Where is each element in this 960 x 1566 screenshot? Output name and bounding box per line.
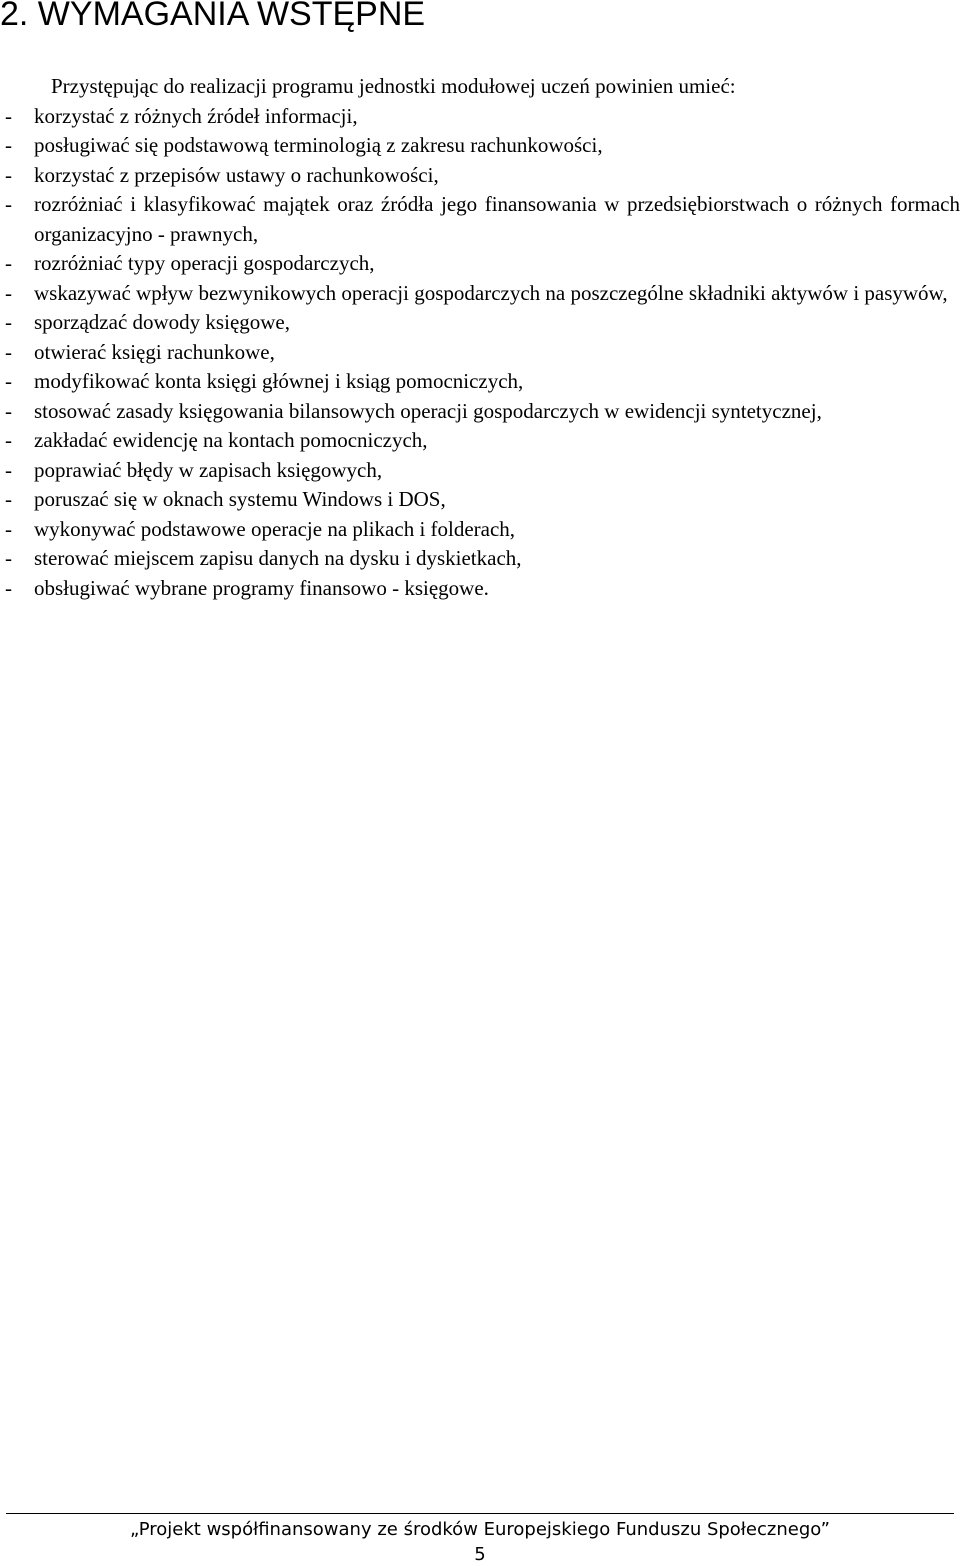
bullet-dash: - — [5, 310, 12, 334]
bullet-dash: - — [5, 103, 12, 128]
requirement-item — [0, 515, 960, 545]
requirement-text: korzystać z różnych źródeł informacji, — [34, 103, 358, 128]
bullet-dash: - — [5, 369, 12, 393]
requirement-item — [0, 456, 960, 486]
requirement-item — [0, 338, 960, 368]
bullet-dash: - — [5, 162, 12, 187]
section-content — [0, 72, 960, 603]
requirement-item — [0, 190, 960, 249]
requirement-text: rozróżniać i klasyfikować majątek oraz źródła jego finansowania w przedsiębiorstwach o różnych formach organizacyjno - prawnych, — [34, 192, 960, 246]
requirement-item — [0, 279, 960, 309]
bullet-dash: - — [5, 280, 12, 305]
bullet-dash: - — [5, 192, 12, 216]
requirement-text: modyfikować konta księgi głównej i ksiąg pomocniczych, — [34, 369, 524, 393]
requirement-text: otwierać księgi rachunkowe, — [34, 339, 275, 364]
requirement-item — [0, 367, 960, 397]
requirement-text: wykonywać podstawowe operacje na plikach i folderach, — [34, 516, 516, 541]
bullet-dash: - — [5, 516, 12, 541]
requirement-text: wskazywać wpływ bezwynikowych operacji gospodarczych na poszczególne składniki aktywów i pasywów, — [34, 280, 948, 305]
requirement-item — [0, 249, 960, 279]
requirements-list — [0, 102, 960, 604]
requirement-item — [0, 131, 960, 161]
requirement-item — [0, 426, 960, 456]
requirement-item — [0, 485, 960, 515]
footer-divider — [6, 1513, 954, 1514]
page-number: 5 — [474, 1544, 486, 1565]
requirement-text: zakładać ewidencję na kontach pomocniczych, — [34, 428, 428, 452]
requirement-text: stosować zasady księgowania bilansowych operacji gospodarczych w ewidencji syntetycznej, — [34, 398, 822, 423]
requirement-text: obsługiwać wybrane programy finansowo - księgowe. — [34, 575, 489, 600]
bullet-dash: - — [5, 487, 12, 511]
requirement-text: sterować miejscem zapisu danych na dysku i dyskietkach, — [34, 546, 522, 570]
requirement-item — [0, 397, 960, 427]
bullet-dash: - — [5, 251, 12, 275]
bullet-dash: - — [5, 546, 12, 570]
requirement-item — [0, 102, 960, 132]
bullet-dash: - — [5, 133, 12, 157]
requirement-text: poprawiać błędy w zapisach księgowych, — [34, 457, 383, 482]
bullet-dash: - — [5, 575, 12, 600]
requirement-text: sporządzać dowody księgowe, — [34, 310, 290, 334]
requirement-item — [0, 161, 960, 191]
bullet-dash: - — [5, 339, 12, 364]
requirement-text: poruszać się w oknach systemu Windows i DOS, — [34, 487, 446, 511]
requirement-text: posługiwać się podstawową terminologią z zakresu rachunkowości, — [34, 133, 603, 157]
bullet-dash: - — [5, 398, 12, 423]
requirement-text: rozróżniać typy operacji gospodarczych, — [34, 251, 375, 275]
requirement-item — [0, 574, 960, 604]
footer-project-note: „Projekt współfinansowany ze środków Europejskiego Funduszu Społecznego” — [130, 1519, 830, 1540]
requirement-item — [0, 308, 960, 338]
section-heading: 2. WYMAGANIA WSTĘPNE — [0, 0, 426, 33]
requirement-item — [0, 544, 960, 574]
bullet-dash: - — [5, 457, 12, 482]
intro-paragraph: Przystępując do realizacji programu jednostki modułowej uczeń powinien umieć: — [51, 74, 736, 98]
bullet-dash: - — [5, 428, 12, 452]
requirement-text: korzystać z przepisów ustawy o rachunkowości, — [34, 162, 439, 187]
